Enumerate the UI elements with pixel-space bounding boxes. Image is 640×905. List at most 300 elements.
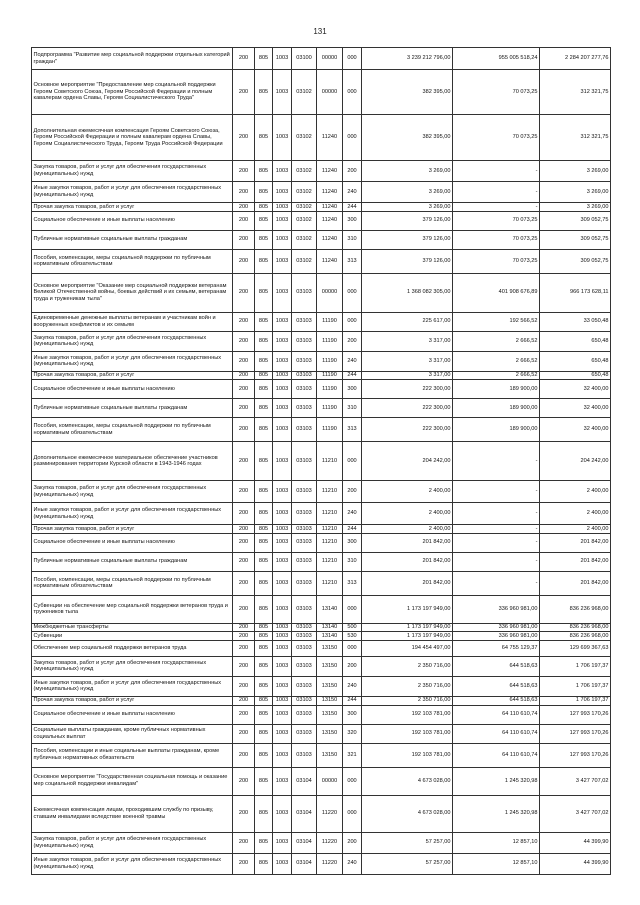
- row-name-cell: Публичные нормативные социальные выплаты гражданам: [32, 230, 233, 249]
- code-cell: 200: [233, 249, 255, 273]
- table-row: [32, 249, 611, 273]
- code-cell: 03103: [292, 571, 317, 595]
- row-name-cell: Иные закупки товаров, работ и услуг для обеспечения государственных (муниципальных) нужд: [32, 503, 233, 525]
- row-name-cell: Прочая закупка товаров, работ и услуг: [32, 203, 233, 212]
- code-cell: 03103: [292, 273, 317, 312]
- row-name-cell: Субвенции: [32, 632, 233, 641]
- code-cell: 000: [343, 273, 362, 312]
- table-row: [32, 503, 611, 525]
- code-cell: 11210: [317, 503, 343, 525]
- code-cell: 313: [343, 418, 362, 442]
- value-cell: 3 269,00: [540, 182, 611, 203]
- code-cell: 200: [233, 161, 255, 182]
- row-name-cell: Межбюджетные трансферты: [32, 623, 233, 632]
- value-cell: 966 173 628,11: [540, 273, 611, 312]
- code-cell: 03103: [292, 380, 317, 399]
- value-cell: 1 706 197,37: [540, 696, 611, 705]
- row-name-cell: Социальное обеспечение и иные выплаты населению: [32, 705, 233, 724]
- code-cell: 805: [255, 623, 273, 632]
- code-cell: 03103: [292, 312, 317, 331]
- value-cell: 201 842,00: [540, 571, 611, 595]
- code-cell: 1003: [273, 832, 292, 853]
- value-cell: 650,48: [540, 351, 611, 371]
- table-row: [32, 795, 611, 832]
- row-name-cell: Иные закупки товаров, работ и услуг для обеспечения государственных (муниципальных) нужд: [32, 853, 233, 874]
- value-cell: 3 317,00: [362, 371, 453, 380]
- code-cell: 200: [233, 115, 255, 161]
- code-cell: 00000: [317, 48, 343, 70]
- code-cell: 200: [233, 767, 255, 795]
- table-row: [32, 853, 611, 874]
- code-cell: 03103: [292, 481, 317, 503]
- value-cell: 312 321,75: [540, 115, 611, 161]
- code-cell: 13140: [317, 623, 343, 632]
- value-cell: 189 900,00: [453, 418, 540, 442]
- code-cell: 11190: [317, 418, 343, 442]
- value-cell: 1 706 197,37: [540, 656, 611, 676]
- code-cell: 805: [255, 632, 273, 641]
- code-cell: 1003: [273, 249, 292, 273]
- code-cell: 1003: [273, 552, 292, 571]
- value-cell: 204 242,00: [362, 442, 453, 481]
- code-cell: 13150: [317, 705, 343, 724]
- code-cell: 11210: [317, 552, 343, 571]
- value-cell: 382 395,00: [362, 115, 453, 161]
- code-cell: 1003: [273, 632, 292, 641]
- value-cell: 312 321,75: [540, 70, 611, 115]
- code-cell: 000: [343, 442, 362, 481]
- value-cell: 70 073,25: [453, 115, 540, 161]
- code-cell: 805: [255, 273, 273, 312]
- value-cell: 836 236 968,00: [540, 595, 611, 623]
- code-cell: 1003: [273, 399, 292, 418]
- code-cell: 805: [255, 230, 273, 249]
- value-cell: 2 350 716,00: [362, 676, 453, 696]
- row-name-cell: Публичные нормативные социальные выплаты гражданам: [32, 552, 233, 571]
- code-cell: 200: [233, 371, 255, 380]
- code-cell: 200: [233, 503, 255, 525]
- code-cell: 03102: [292, 211, 317, 230]
- code-cell: 11190: [317, 399, 343, 418]
- table-row: [32, 48, 611, 70]
- code-cell: 805: [255, 351, 273, 371]
- code-cell: 805: [255, 312, 273, 331]
- code-cell: 13150: [317, 640, 343, 656]
- code-cell: 805: [255, 676, 273, 696]
- row-name-cell: Пособия, компенсации и иные социальные выплаты гражданам, кроме публичных нормативных обязательств: [32, 743, 233, 767]
- value-cell: 3 269,00: [540, 161, 611, 182]
- code-cell: 530: [343, 632, 362, 641]
- value-cell: 2 400,00: [362, 525, 453, 534]
- value-cell: 201 842,00: [362, 533, 453, 552]
- code-cell: 240: [343, 853, 362, 874]
- value-cell: 2 400,00: [540, 481, 611, 503]
- row-name-cell: Прочая закупка товаров, работ и услуг: [32, 525, 233, 534]
- value-cell: 309 052,75: [540, 249, 611, 273]
- code-cell: 00000: [317, 767, 343, 795]
- value-cell: 379 126,00: [362, 249, 453, 273]
- table-row: [32, 211, 611, 230]
- code-cell: 03103: [292, 640, 317, 656]
- code-cell: 000: [343, 70, 362, 115]
- value-cell: 32 400,00: [540, 380, 611, 399]
- value-cell: 644 518,63: [453, 696, 540, 705]
- table-row: [32, 418, 611, 442]
- code-cell: 200: [343, 161, 362, 182]
- value-cell: -: [453, 552, 540, 571]
- table-row: [32, 595, 611, 623]
- code-cell: 1003: [273, 724, 292, 743]
- code-cell: 11240: [317, 182, 343, 203]
- value-cell: 3 269,00: [540, 203, 611, 212]
- table-row: [32, 705, 611, 724]
- table-row: [32, 182, 611, 203]
- code-cell: 805: [255, 203, 273, 212]
- code-cell: 1003: [273, 418, 292, 442]
- budget-table: [31, 47, 611, 875]
- code-cell: 11240: [317, 230, 343, 249]
- code-cell: 1003: [273, 351, 292, 371]
- code-cell: 805: [255, 331, 273, 351]
- value-cell: 2 666,52: [453, 331, 540, 351]
- code-cell: 805: [255, 371, 273, 380]
- table-row: [32, 640, 611, 656]
- page-number: 131: [313, 27, 327, 36]
- code-cell: 805: [255, 795, 273, 832]
- code-cell: 13150: [317, 696, 343, 705]
- code-cell: 244: [343, 525, 362, 534]
- table-row: [32, 351, 611, 371]
- code-cell: 03103: [292, 533, 317, 552]
- value-cell: 44 399,90: [540, 853, 611, 874]
- code-cell: 1003: [273, 371, 292, 380]
- code-cell: 200: [233, 70, 255, 115]
- table-row: [32, 481, 611, 503]
- code-cell: 321: [343, 743, 362, 767]
- value-cell: -: [453, 481, 540, 503]
- code-cell: 03103: [292, 676, 317, 696]
- code-cell: 1003: [273, 70, 292, 115]
- code-cell: 03102: [292, 70, 317, 115]
- table-row: [32, 632, 611, 641]
- table-row: [32, 331, 611, 351]
- code-cell: 805: [255, 595, 273, 623]
- code-cell: 1003: [273, 656, 292, 676]
- code-cell: 313: [343, 249, 362, 273]
- code-cell: 03103: [292, 371, 317, 380]
- code-cell: 1003: [273, 503, 292, 525]
- value-cell: 336 960 981,00: [453, 623, 540, 632]
- code-cell: 1003: [273, 533, 292, 552]
- code-cell: 200: [233, 623, 255, 632]
- code-cell: 200: [233, 696, 255, 705]
- code-cell: 11210: [317, 481, 343, 503]
- value-cell: 379 126,00: [362, 230, 453, 249]
- code-cell: 03103: [292, 705, 317, 724]
- code-cell: 1003: [273, 203, 292, 212]
- value-cell: 64 110 610,74: [453, 743, 540, 767]
- code-cell: 200: [343, 331, 362, 351]
- value-cell: 2 400,00: [362, 503, 453, 525]
- code-cell: 805: [255, 503, 273, 525]
- code-cell: 300: [343, 705, 362, 724]
- value-cell: 3 239 212 796,00: [362, 48, 453, 70]
- code-cell: 000: [343, 115, 362, 161]
- code-cell: 11210: [317, 525, 343, 534]
- table-row: [32, 525, 611, 534]
- code-cell: 03103: [292, 552, 317, 571]
- code-cell: 805: [255, 767, 273, 795]
- table-row: [32, 656, 611, 676]
- value-cell: 127 993 170,26: [540, 724, 611, 743]
- code-cell: 03104: [292, 853, 317, 874]
- code-cell: 244: [343, 696, 362, 705]
- code-cell: 200: [343, 656, 362, 676]
- code-cell: 805: [255, 640, 273, 656]
- row-name-cell: Закупка товаров, работ и услуг для обеспечения государственных (муниципальных) нужд: [32, 832, 233, 853]
- code-cell: 200: [233, 399, 255, 418]
- row-name-cell: Социальное обеспечение и иные выплаты населению: [32, 533, 233, 552]
- value-cell: 1 173 197 949,00: [362, 595, 453, 623]
- code-cell: 00000: [317, 70, 343, 115]
- code-cell: 1003: [273, 273, 292, 312]
- code-cell: 03104: [292, 795, 317, 832]
- value-cell: -: [453, 182, 540, 203]
- value-cell: 222 300,00: [362, 418, 453, 442]
- value-cell: 1 368 082 305,00: [362, 273, 453, 312]
- value-cell: 192 103 781,00: [362, 724, 453, 743]
- value-cell: 192 566,52: [453, 312, 540, 331]
- table-row: [32, 676, 611, 696]
- value-cell: 379 126,00: [362, 211, 453, 230]
- code-cell: 000: [343, 640, 362, 656]
- code-cell: 805: [255, 552, 273, 571]
- code-cell: 1003: [273, 795, 292, 832]
- value-cell: 3 269,00: [362, 203, 453, 212]
- code-cell: 13140: [317, 632, 343, 641]
- value-cell: 3 317,00: [362, 331, 453, 351]
- table-row: [32, 312, 611, 331]
- code-cell: 200: [233, 853, 255, 874]
- code-cell: 310: [343, 399, 362, 418]
- table-row: [32, 399, 611, 418]
- value-cell: 64 110 610,74: [453, 705, 540, 724]
- code-cell: 240: [343, 676, 362, 696]
- code-cell: 13150: [317, 656, 343, 676]
- table-row: [32, 115, 611, 161]
- code-cell: 805: [255, 533, 273, 552]
- row-name-cell: Иные закупки товаров, работ и услуг для обеспечения государственных (муниципальных) нужд: [32, 351, 233, 371]
- code-cell: 200: [233, 481, 255, 503]
- value-cell: 70 073,25: [453, 249, 540, 273]
- value-cell: 204 242,00: [540, 442, 611, 481]
- value-cell: 222 300,00: [362, 399, 453, 418]
- code-cell: 03104: [292, 832, 317, 853]
- code-cell: 200: [233, 676, 255, 696]
- code-cell: 200: [343, 481, 362, 503]
- code-cell: 805: [255, 705, 273, 724]
- code-cell: 200: [233, 724, 255, 743]
- row-name-cell: Пособия, компенсации, меры социальной поддержки по публичным нормативным обязательствам: [32, 418, 233, 442]
- code-cell: 805: [255, 656, 273, 676]
- code-cell: 1003: [273, 481, 292, 503]
- code-cell: 200: [233, 48, 255, 70]
- table-row: [32, 623, 611, 632]
- value-cell: 4 673 028,00: [362, 795, 453, 832]
- value-cell: 201 842,00: [540, 552, 611, 571]
- value-cell: 650,48: [540, 331, 611, 351]
- table-row: [32, 724, 611, 743]
- value-cell: 189 900,00: [453, 380, 540, 399]
- value-cell: 4 673 028,00: [362, 767, 453, 795]
- row-name-cell: Субвенции на обеспечение мер социальной поддержки ветеранов труда и тружеников тыла: [32, 595, 233, 623]
- value-cell: 3 269,00: [362, 182, 453, 203]
- code-cell: 244: [343, 371, 362, 380]
- code-cell: 1003: [273, 696, 292, 705]
- code-cell: 03103: [292, 632, 317, 641]
- code-cell: 11240: [317, 203, 343, 212]
- code-cell: 03103: [292, 623, 317, 632]
- code-cell: 200: [233, 331, 255, 351]
- code-cell: 03103: [292, 351, 317, 371]
- code-cell: 805: [255, 724, 273, 743]
- value-cell: -: [453, 161, 540, 182]
- code-cell: 805: [255, 161, 273, 182]
- value-cell: 1 173 197 949,00: [362, 623, 453, 632]
- value-cell: 3 427 707,02: [540, 795, 611, 832]
- code-cell: 11240: [317, 211, 343, 230]
- value-cell: 192 103 781,00: [362, 705, 453, 724]
- value-cell: 57 257,00: [362, 853, 453, 874]
- code-cell: 00000: [317, 273, 343, 312]
- value-cell: 127 993 170,26: [540, 705, 611, 724]
- code-cell: 200: [233, 705, 255, 724]
- code-cell: 1003: [273, 623, 292, 632]
- value-cell: 955 005 518,24: [453, 48, 540, 70]
- value-cell: 2 284 207 277,76: [540, 48, 611, 70]
- code-cell: 11190: [317, 312, 343, 331]
- code-cell: 03103: [292, 696, 317, 705]
- code-cell: 200: [233, 442, 255, 481]
- value-cell: -: [453, 571, 540, 595]
- code-cell: 200: [233, 595, 255, 623]
- code-cell: 200: [233, 203, 255, 212]
- code-cell: 03102: [292, 115, 317, 161]
- value-cell: 336 960 981,00: [453, 595, 540, 623]
- code-cell: 000: [343, 767, 362, 795]
- code-cell: 805: [255, 853, 273, 874]
- row-name-cell: Ежемесячная компенсация лицам, проходившим службу по призыву, ставшим инвалидами вследствие военной травмы: [32, 795, 233, 832]
- value-cell: 129 699 367,63: [540, 640, 611, 656]
- code-cell: 1003: [273, 331, 292, 351]
- code-cell: 03104: [292, 767, 317, 795]
- code-cell: 500: [343, 623, 362, 632]
- value-cell: 644 518,63: [453, 676, 540, 696]
- code-cell: 240: [343, 351, 362, 371]
- code-cell: 11190: [317, 351, 343, 371]
- code-cell: 200: [233, 795, 255, 832]
- code-cell: 13150: [317, 724, 343, 743]
- row-name-cell: Подпрограмма "Развитие мер социальной поддержки отдельных категорий граждан": [32, 48, 233, 70]
- code-cell: 1003: [273, 676, 292, 696]
- value-cell: 201 842,00: [540, 533, 611, 552]
- row-name-cell: Социальные выплаты гражданам, кроме публичных нормативных социальных выплат: [32, 724, 233, 743]
- row-name-cell: Основное мероприятие "Государственная социальная помощь и оказание мер социальной поддержки инвалидам": [32, 767, 233, 795]
- table-row: [32, 70, 611, 115]
- value-cell: 650,48: [540, 371, 611, 380]
- code-cell: 03102: [292, 161, 317, 182]
- code-cell: 1003: [273, 705, 292, 724]
- code-cell: 1003: [273, 853, 292, 874]
- row-name-cell: Закупка товаров, работ и услуг для обеспечения государственных (муниципальных) нужд: [32, 161, 233, 182]
- value-cell: 70 073,25: [453, 211, 540, 230]
- value-cell: 309 052,75: [540, 211, 611, 230]
- row-name-cell: Единовременные денежные выплаты ветеранам и участникам войн и вооруженных конфликтов и их семьям: [32, 312, 233, 331]
- value-cell: 3 427 707,02: [540, 767, 611, 795]
- code-cell: 000: [343, 48, 362, 70]
- code-cell: 1003: [273, 767, 292, 795]
- code-cell: 805: [255, 115, 273, 161]
- code-cell: 805: [255, 832, 273, 853]
- value-cell: 201 842,00: [362, 552, 453, 571]
- code-cell: 200: [233, 743, 255, 767]
- row-name-cell: Закупка товаров, работ и услуг для обеспечения государственных (муниципальных) нужд: [32, 481, 233, 503]
- code-cell: 805: [255, 571, 273, 595]
- row-name-cell: Пособия, компенсации, меры социальной поддержки по публичным нормативным обязательствам: [32, 249, 233, 273]
- table-row: [32, 371, 611, 380]
- code-cell: 1003: [273, 380, 292, 399]
- value-cell: 1 173 197 949,00: [362, 632, 453, 641]
- table-row: [32, 533, 611, 552]
- value-cell: 3 317,00: [362, 351, 453, 371]
- code-cell: 03103: [292, 399, 317, 418]
- code-cell: 000: [343, 795, 362, 832]
- code-cell: 1003: [273, 442, 292, 481]
- table-row: [32, 832, 611, 853]
- value-cell: 12 857,10: [453, 853, 540, 874]
- code-cell: 805: [255, 481, 273, 503]
- value-cell: -: [453, 525, 540, 534]
- value-cell: 192 103 781,00: [362, 743, 453, 767]
- code-cell: 1003: [273, 230, 292, 249]
- value-cell: 70 073,25: [453, 70, 540, 115]
- value-cell: 1 245 320,98: [453, 795, 540, 832]
- value-cell: 194 454 497,00: [362, 640, 453, 656]
- value-cell: 2 666,52: [453, 371, 540, 380]
- value-cell: -: [453, 203, 540, 212]
- code-cell: 200: [233, 832, 255, 853]
- value-cell: 1 245 320,98: [453, 767, 540, 795]
- value-cell: 2 666,52: [453, 351, 540, 371]
- code-cell: 240: [343, 182, 362, 203]
- value-cell: 382 395,00: [362, 70, 453, 115]
- value-cell: 44 399,90: [540, 832, 611, 853]
- code-cell: 805: [255, 743, 273, 767]
- table-row: [32, 273, 611, 312]
- value-cell: 2 400,00: [362, 481, 453, 503]
- code-cell: 03102: [292, 182, 317, 203]
- value-cell: 2 350 716,00: [362, 696, 453, 705]
- code-cell: 03103: [292, 595, 317, 623]
- code-cell: 03103: [292, 743, 317, 767]
- code-cell: 03103: [292, 442, 317, 481]
- code-cell: 03103: [292, 331, 317, 351]
- value-cell: 32 400,00: [540, 399, 611, 418]
- code-cell: 03102: [292, 230, 317, 249]
- code-cell: 11240: [317, 161, 343, 182]
- code-cell: 1003: [273, 571, 292, 595]
- value-cell: 836 236 968,00: [540, 623, 611, 632]
